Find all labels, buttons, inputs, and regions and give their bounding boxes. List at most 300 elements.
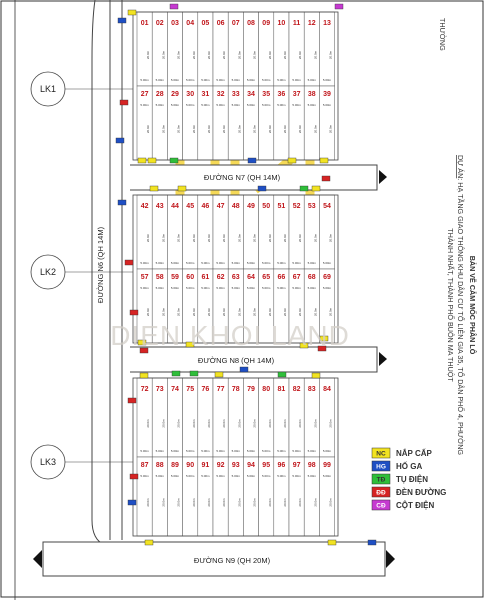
lot-depth-dim: 20.0m	[252, 50, 257, 60]
legend-label: TỤ ĐIỆN	[396, 475, 428, 484]
block-lk1-label: LK1	[39, 84, 57, 94]
lot-91[interactable]	[198, 457, 213, 536]
lot-width-dim: 5.00m	[307, 78, 316, 82]
lot-depth-dim: 20.0m	[328, 419, 333, 428]
block-lk1-marker[interactable]	[31, 72, 133, 106]
lot-42[interactable]	[137, 195, 152, 269]
lot-width-dim: 5.00m	[155, 286, 164, 290]
utility-marker	[190, 371, 198, 376]
legend-item	[372, 487, 446, 497]
lot-37[interactable]	[289, 86, 304, 160]
lot-depth-dim: 20.0m	[267, 307, 272, 317]
lot-number: 82	[292, 386, 301, 393]
lot-47[interactable]	[213, 195, 228, 269]
lot-depth-dim: 20.0m	[191, 124, 196, 134]
utility-marker	[178, 186, 186, 191]
lot-depth-dim: 20.0m	[237, 498, 242, 507]
lot-width-dim: 5.00m	[307, 286, 316, 290]
utility-marker	[328, 540, 336, 545]
lot-depth-dim: 20.0m	[207, 498, 211, 507]
road-n8-label: ĐƯỜNG N8 (QH 14M)	[197, 356, 275, 365]
lot-number: 92	[216, 462, 225, 469]
lot-width-dim: 5.00m	[246, 103, 256, 107]
lot-number: 66	[277, 274, 286, 281]
lot-number: 08	[247, 20, 255, 27]
lot-depth-dim: 20.0m	[252, 233, 257, 243]
lot-width-dim: 5.00m	[262, 286, 271, 290]
lot-number: 37	[292, 91, 301, 98]
lot-number: 28	[155, 91, 164, 98]
lot-depth-dim: 20.0m	[176, 419, 181, 428]
lot-depth-dim: 20.0m	[298, 233, 303, 243]
lot-width-dim: 5.00m	[155, 449, 164, 453]
lot-number: 50	[262, 203, 271, 210]
lot-depth-dim: 20.0m	[298, 124, 303, 134]
lot-02[interactable]	[152, 12, 167, 86]
lot-number: 94	[247, 462, 255, 469]
lot-depth-dim: 20.0m	[146, 498, 151, 507]
lot-96[interactable]	[274, 457, 289, 536]
lot-number: 76	[201, 386, 210, 393]
lot-width-dim: 5.00m	[262, 449, 271, 453]
lot-width-dim: 5.00m	[292, 286, 301, 290]
lot-73[interactable]	[152, 378, 167, 457]
lot-number: 89	[171, 462, 179, 469]
lot-width-dim: 5.00m	[231, 78, 240, 82]
lot-depth-dim: 20.0m	[298, 498, 303, 507]
utility-marker	[335, 4, 343, 9]
legend-label: CỘT ĐIỆN	[396, 501, 435, 510]
lot-number: 97	[292, 462, 301, 469]
lot-77[interactable]	[213, 378, 228, 457]
lot-number: 05	[201, 20, 210, 27]
lot-width-dim: 5.00m	[155, 474, 164, 478]
lot-width-dim: 5.00m	[186, 103, 195, 107]
lot-depth-dim: 20.0m	[313, 233, 318, 243]
lot-number: 42	[140, 203, 149, 210]
lot-43[interactable]	[152, 195, 167, 269]
lot-number: 52	[292, 203, 301, 210]
lot-width-dim: 5.00m	[307, 261, 316, 265]
lot-width-dim: 5.00m	[216, 449, 225, 453]
lot-32[interactable]	[213, 86, 228, 160]
lot-depth-dim: 20.0m	[252, 419, 257, 428]
lot-width-dim: 5.00m	[322, 103, 332, 107]
lot-number: 44	[171, 203, 179, 210]
lot-number: 51	[277, 203, 286, 210]
lot-depth-dim: 20.0m	[161, 124, 166, 134]
legend-code: NC	[376, 450, 386, 458]
lot-45[interactable]	[183, 195, 198, 269]
lot-98[interactable]	[304, 457, 319, 536]
lot-number: 11	[292, 20, 301, 27]
lot-depth-dim: 20.0m	[207, 233, 211, 243]
lot-depth-dim: 20.0m	[328, 233, 333, 243]
lot-width-dim: 5.00m	[201, 103, 210, 107]
lot-depth-dim: 20.0m	[176, 307, 181, 317]
utility-marker	[125, 260, 133, 265]
lot-number: 79	[247, 386, 255, 393]
lot-depth-dim: 20.0m	[283, 124, 287, 134]
lot-number: 02	[155, 20, 164, 27]
utility-marker	[138, 158, 146, 163]
lot-35[interactable]	[259, 86, 274, 160]
lot-number: 65	[262, 274, 271, 281]
lot-depth-dim: 20.0m	[313, 498, 318, 507]
lot-depth-dim: 20.0m	[176, 124, 181, 134]
lot-depth-dim: 20.0m	[252, 307, 257, 317]
lot-number: 69	[323, 274, 331, 281]
lot-number: 38	[307, 91, 316, 98]
lot-depth-dim: 20.0m	[176, 50, 181, 60]
lot-depth-dim: 20.0m	[328, 307, 333, 317]
lot-depth-dim: 20.0m	[161, 419, 166, 428]
lot-width-dim: 5.00m	[201, 261, 210, 265]
lot-50[interactable]	[259, 195, 274, 269]
utility-marker	[128, 500, 136, 505]
lot-52[interactable]	[289, 195, 304, 269]
legend-item	[372, 448, 433, 458]
lot-01[interactable]	[137, 12, 152, 86]
lot-depth-dim: 20.0m	[191, 419, 196, 428]
lot-number: 54	[323, 203, 331, 210]
lot-13[interactable]	[319, 12, 334, 86]
lot-number: 98	[307, 462, 316, 469]
lot-width-dim: 5.00m	[231, 449, 240, 453]
header-fragment: THƯỜNG	[438, 18, 447, 51]
lot-depth-dim: 20.0m	[207, 50, 211, 60]
utility-marker	[128, 398, 136, 403]
lot-width-dim: 5.00m	[322, 286, 332, 290]
utility-marker	[150, 186, 158, 191]
lot-48[interactable]	[228, 195, 243, 269]
lot-88[interactable]	[152, 457, 167, 536]
lot-number: 47	[216, 203, 225, 210]
lot-depth-dim: 20.0m	[222, 498, 227, 507]
lot-81[interactable]	[274, 378, 289, 457]
lot-width-dim: 5.00m	[186, 286, 195, 290]
utility-marker	[248, 158, 256, 163]
lot-depth-dim: 20.0m	[328, 498, 333, 507]
utility-marker	[120, 100, 128, 105]
lot-width-dim: 5.00m	[170, 78, 180, 82]
legend-code: TĐ	[376, 476, 386, 484]
lot-05[interactable]	[198, 12, 213, 86]
lot-width-dim: 5.00m	[246, 261, 256, 265]
utility-marker	[148, 158, 156, 163]
lot-number: 59	[171, 274, 179, 281]
lot-89[interactable]	[167, 457, 182, 536]
lot-number: 73	[155, 386, 164, 393]
lot-width-dim: 5.00m	[246, 474, 256, 478]
lot-72[interactable]	[137, 378, 152, 457]
lot-number: 93	[231, 462, 240, 469]
lot-depth-dim: 20.0m	[313, 50, 318, 60]
legend-code: ĐĐ	[376, 489, 386, 497]
road-n9-arrow-left-icon	[33, 550, 42, 568]
lot-depth-dim: 20.0m	[146, 124, 151, 134]
legend-item	[372, 461, 422, 471]
legend-item	[372, 500, 434, 510]
lot-number: 95	[262, 462, 271, 469]
lot-30[interactable]	[183, 86, 198, 160]
lot-width-dim: 5.00m	[277, 78, 286, 82]
utility-marker	[288, 158, 296, 163]
lot-width-dim: 5.00m	[322, 449, 332, 453]
lot-38[interactable]	[304, 86, 319, 160]
lot-number: 60	[186, 274, 195, 281]
utility-marker	[278, 372, 286, 377]
lot-depth-dim: 20.0m	[237, 419, 242, 428]
lot-depth-dim: 20.0m	[146, 307, 151, 317]
lot-78[interactable]	[228, 378, 243, 457]
lot-82[interactable]	[289, 378, 304, 457]
lot-46[interactable]	[198, 195, 213, 269]
lot-width-dim: 5.00m	[246, 78, 256, 82]
road-n9-label: ĐƯỜNG N9 (QH 20M)	[193, 556, 271, 565]
lot-number: 62	[216, 274, 225, 281]
lot-number: 48	[231, 203, 240, 210]
lot-number: 84	[323, 386, 331, 393]
lot-depth-dim: 20.0m	[313, 307, 318, 317]
utility-marker	[172, 371, 180, 376]
lot-width-dim: 5.00m	[155, 78, 164, 82]
lot-80[interactable]	[259, 378, 274, 457]
lot-depth-dim: 20.0m	[146, 419, 151, 428]
utility-marker	[258, 186, 266, 191]
utility-marker	[140, 373, 148, 378]
lot-31[interactable]	[198, 86, 213, 160]
lot-27[interactable]	[137, 86, 152, 160]
lot-11[interactable]	[289, 12, 304, 86]
lot-number: 49	[247, 203, 255, 210]
road-n6-edges	[110, 0, 122, 540]
lot-number: 06	[216, 20, 225, 27]
lot-width-dim: 5.00m	[307, 103, 316, 107]
legend-label: NẮP CẤP	[396, 449, 432, 458]
lot-width-dim: 5.00m	[170, 474, 180, 478]
road-n9	[33, 542, 395, 576]
lot-04[interactable]	[183, 12, 198, 86]
lot-depth-dim: 20.0m	[328, 50, 333, 60]
lot-number: 58	[155, 274, 164, 281]
lot-depth-dim: 20.0m	[146, 50, 151, 60]
lot-width-dim: 5.00m	[140, 261, 149, 265]
lot-depth-dim: 20.0m	[161, 307, 166, 317]
lot-08[interactable]	[243, 12, 258, 86]
legend-code: HG	[376, 463, 386, 471]
lot-number: 07	[231, 20, 240, 27]
lot-12[interactable]	[304, 12, 319, 86]
lot-92[interactable]	[213, 457, 228, 536]
lot-74[interactable]	[167, 378, 182, 457]
lot-44[interactable]	[167, 195, 182, 269]
lot-75[interactable]	[183, 378, 198, 457]
lot-number: 27	[140, 91, 149, 98]
utility-marker	[118, 200, 126, 205]
lot-10[interactable]	[274, 12, 289, 86]
lot-width-dim: 5.00m	[277, 449, 286, 453]
road-n9-arrow-right-icon	[386, 550, 395, 568]
lot-depth-dim: 20.0m	[283, 419, 287, 428]
lot-number: 01	[140, 20, 149, 27]
lot-width-dim: 5.00m	[186, 78, 195, 82]
lot-depth-dim: 20.0m	[237, 233, 242, 243]
road-n7-label: ĐƯỜNG N7 (QH 14M)	[203, 173, 281, 182]
lot-number: 57	[140, 274, 149, 281]
lot-depth-dim: 20.0m	[283, 498, 287, 507]
lot-number: 72	[140, 386, 149, 393]
lot-depth-dim: 20.0m	[313, 124, 318, 134]
utility-marker	[312, 186, 320, 191]
lot-width-dim: 5.00m	[292, 103, 301, 107]
utility-marker	[170, 4, 178, 9]
lot-width-dim: 5.00m	[231, 103, 240, 107]
utility-marker	[368, 540, 376, 545]
lot-number: 53	[307, 203, 316, 210]
block-lk2-label: LK2	[39, 267, 57, 277]
lot-width-dim: 5.00m	[307, 449, 316, 453]
lot-90[interactable]	[183, 457, 198, 536]
lot-number: 99	[323, 462, 331, 469]
lot-84[interactable]	[319, 378, 334, 457]
lot-depth-dim: 20.0m	[222, 124, 227, 134]
lot-width-dim: 5.00m	[201, 449, 210, 453]
lot-53[interactable]	[304, 195, 319, 269]
lot-width-dim: 5.00m	[231, 286, 240, 290]
lot-number: 31	[201, 91, 210, 98]
lot-width-dim: 5.00m	[170, 286, 180, 290]
lot-width-dim: 5.00m	[216, 474, 225, 478]
watermark-text: DIEN KHOI LAND	[110, 320, 350, 351]
lot-09[interactable]	[259, 12, 274, 86]
lot-width-dim: 5.00m	[186, 474, 195, 478]
lot-width-dim: 5.00m	[277, 103, 286, 107]
lot-39[interactable]	[319, 86, 334, 160]
lot-number: 43	[155, 203, 164, 210]
lot-width-dim: 5.00m	[231, 261, 240, 265]
lot-34[interactable]	[243, 86, 258, 160]
lot-depth-dim: 20.0m	[252, 498, 257, 507]
lot-number: 61	[201, 274, 210, 281]
lot-83[interactable]	[304, 378, 319, 457]
lot-depth-dim: 20.0m	[283, 50, 287, 60]
lot-28[interactable]	[152, 86, 167, 160]
legend-label: ĐÈN ĐƯỜNG	[396, 488, 447, 497]
lot-width-dim: 5.00m	[277, 286, 286, 290]
lot-depth-dim: 20.0m	[161, 50, 166, 60]
utility-marker	[118, 18, 126, 23]
lot-number: 29	[171, 91, 179, 98]
lot-number: 67	[292, 274, 301, 281]
lot-76[interactable]	[198, 378, 213, 457]
lot-29[interactable]	[167, 86, 182, 160]
lot-depth-dim: 20.0m	[237, 307, 242, 317]
lot-99[interactable]	[319, 457, 334, 536]
lot-number: 03	[171, 20, 179, 27]
lot-depth-dim: 20.0m	[176, 233, 181, 243]
utility-marker	[130, 474, 138, 479]
lot-depth-dim: 20.0m	[283, 307, 287, 317]
block-lk3-marker[interactable]	[31, 445, 133, 479]
lot-depth-dim: 20.0m	[298, 307, 303, 317]
lot-95[interactable]	[259, 457, 274, 536]
lot-depth-dim: 20.0m	[222, 233, 227, 243]
lot-79[interactable]	[243, 378, 258, 457]
utility-marker	[322, 176, 330, 181]
lot-width-dim: 5.00m	[170, 261, 180, 265]
lot-number: 46	[201, 203, 210, 210]
lot-width-dim: 5.00m	[322, 261, 332, 265]
lot-depth-dim: 20.0m	[191, 498, 196, 507]
lot-width-dim: 5.00m	[216, 261, 225, 265]
lot-36[interactable]	[274, 86, 289, 160]
lot-54[interactable]	[319, 195, 334, 269]
lot-width-dim: 5.00m	[262, 103, 271, 107]
lot-width-dim: 5.00m	[170, 449, 180, 453]
lot-width-dim: 5.00m	[186, 449, 195, 453]
lot-number: 04	[186, 20, 195, 27]
title-project-line1	[456, 155, 466, 455]
lot-depth-dim: 20.0m	[176, 498, 181, 507]
lot-number: 34	[247, 91, 255, 98]
lot-depth-dim: 20.0m	[222, 50, 227, 60]
lot-width-dim: 5.00m	[262, 261, 271, 265]
lot-93[interactable]	[228, 457, 243, 536]
lot-depth-dim: 20.0m	[267, 233, 272, 243]
lot-width-dim: 5.00m	[155, 261, 164, 265]
utility-marker	[128, 10, 136, 15]
lot-width-dim: 5.00m	[292, 449, 301, 453]
block-lk2-marker[interactable]	[31, 255, 133, 289]
lot-87[interactable]	[137, 457, 152, 536]
lot-depth-dim: 20.0m	[237, 50, 242, 60]
lot-number: 39	[323, 91, 331, 98]
lot-width-dim: 5.00m	[216, 78, 225, 82]
lot-depth-dim: 20.0m	[237, 124, 242, 134]
lot-width-dim: 5.00m	[140, 286, 149, 290]
lot-width-dim: 5.00m	[140, 78, 149, 82]
lot-width-dim: 5.00m	[170, 103, 180, 107]
title-project-text: : HẠ TẦNG GIAO THÔNG KHU DÂN CƯ TỔ LIÊN GIA 35, TỔ DÂN PHỐ 4, PHƯỜNG	[456, 178, 465, 456]
lot-07[interactable]	[228, 12, 243, 86]
lot-51[interactable]	[274, 195, 289, 269]
lot-49[interactable]	[243, 195, 258, 269]
utility-marker	[130, 310, 138, 315]
title-project-line2: THÀNH NHẤT, THÀNH PHỐ BUÔN MA THUỘT	[446, 228, 455, 382]
lot-width-dim: 5.00m	[262, 474, 271, 478]
lot-97[interactable]	[289, 457, 304, 536]
lot-06[interactable]	[213, 12, 228, 86]
lot-number: 88	[155, 462, 164, 469]
utility-marker	[145, 540, 153, 545]
lot-94[interactable]	[243, 457, 258, 536]
lot-03[interactable]	[167, 12, 182, 86]
lot-number: 74	[171, 386, 179, 393]
lot-width-dim: 5.00m	[292, 78, 301, 82]
lot-33[interactable]	[228, 86, 243, 160]
lot-width-dim: 5.00m	[307, 474, 316, 478]
lot-width-dim: 5.00m	[201, 474, 210, 478]
title-project-prefix: DỰ ÁN	[456, 154, 465, 179]
road-n8-arrow-icon	[379, 352, 387, 366]
lot-width-dim: 5.00m	[201, 78, 210, 82]
lot-depth-dim: 20.0m	[191, 307, 196, 317]
utility-marker	[312, 373, 320, 378]
lot-number: 36	[277, 91, 286, 98]
lot-width-dim: 5.00m	[246, 449, 256, 453]
lot-width-dim: 5.00m	[231, 474, 240, 478]
